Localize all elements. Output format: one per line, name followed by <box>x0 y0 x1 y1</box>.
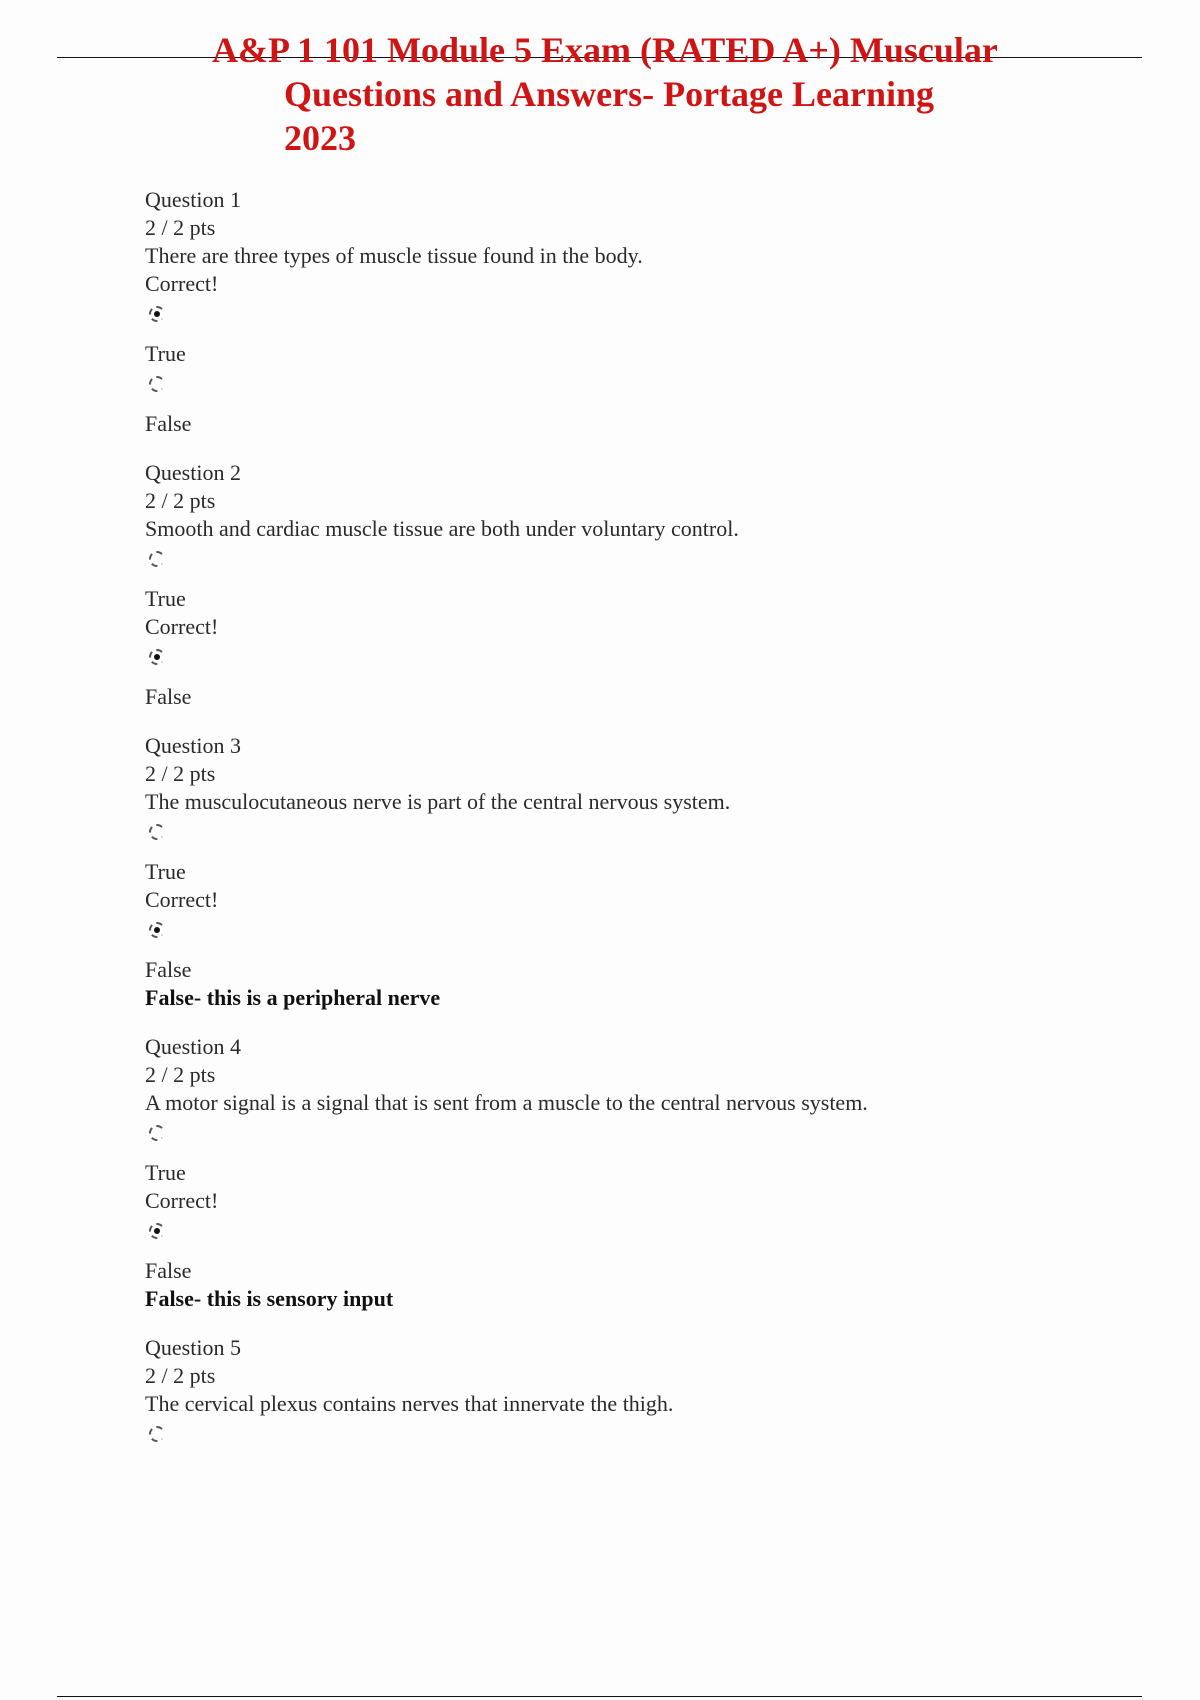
title-line-3: 2023 <box>284 118 356 158</box>
option-true-label: True <box>145 341 186 366</box>
option-false-label: False <box>145 1258 192 1283</box>
question-3 <box>145 732 1105 1012</box>
radio-row-true <box>145 1418 1105 1460</box>
bottom-rule <box>57 1696 1142 1697</box>
radio-icon[interactable] <box>149 376 165 392</box>
question-2 <box>145 459 1105 711</box>
question-label: Question 3 <box>145 733 241 758</box>
question-4 <box>145 1033 1105 1313</box>
question-text: Smooth and cardiac muscle tissue are both under voluntary control. <box>145 516 739 541</box>
question-points: 2 / 2 pts <box>145 761 216 786</box>
question-points: 2 / 2 pts <box>145 215 216 240</box>
radio-row-true <box>145 543 1105 585</box>
correct-marker: Correct! <box>145 271 219 296</box>
question-text: There are three types of muscle tissue found in the body. <box>145 243 643 268</box>
radio-row-true <box>145 298 1105 340</box>
radio-selected-icon[interactable] <box>149 306 165 322</box>
radio-row-false <box>145 641 1105 683</box>
correct-marker: Correct! <box>145 1188 219 1213</box>
question-text: A motor signal is a signal that is sent from a muscle to the central nervous system. <box>145 1090 868 1115</box>
question-label: Question 4 <box>145 1034 241 1059</box>
question-label: Question 2 <box>145 460 241 485</box>
radio-row-true <box>145 816 1105 858</box>
option-false-label: False <box>145 411 192 436</box>
option-true-label: True <box>145 586 186 611</box>
title-line-1: A&P 1 101 Module 5 Exam (RATED A+) Muscular <box>212 30 998 70</box>
option-true-label: True <box>145 1160 186 1185</box>
radio-row-false <box>145 914 1105 956</box>
radio-row-true <box>145 1117 1105 1159</box>
radio-selected-icon[interactable] <box>149 922 165 938</box>
question-points: 2 / 2 pts <box>145 488 216 513</box>
question-text: The cervical plexus contains nerves that innervate the thigh. <box>145 1391 674 1416</box>
question-1 <box>145 186 1105 438</box>
question-label: Question 1 <box>145 187 241 212</box>
correct-marker: Correct! <box>145 614 219 639</box>
option-false-label: False <box>145 957 192 982</box>
radio-row-false <box>145 368 1105 410</box>
answer-explanation: False- this is sensory input <box>145 1286 394 1311</box>
radio-row-false <box>145 1215 1105 1257</box>
radio-icon[interactable] <box>149 824 165 840</box>
radio-selected-icon[interactable] <box>149 1223 165 1239</box>
exam-content <box>145 186 1105 1481</box>
page-title <box>180 28 1060 160</box>
option-true-label: True <box>145 859 186 884</box>
radio-icon[interactable] <box>149 1125 165 1141</box>
question-points: 2 / 2 pts <box>145 1062 216 1087</box>
correct-marker: Correct! <box>145 887 219 912</box>
title-line-2: Questions and Answers- Portage Learning <box>284 74 935 114</box>
radio-icon[interactable] <box>149 551 165 567</box>
option-false-label: False <box>145 684 192 709</box>
answer-explanation: False- this is a peripheral nerve <box>145 985 441 1010</box>
radio-icon[interactable] <box>149 1426 165 1442</box>
question-text: The musculocutaneous nerve is part of the central nervous system. <box>145 789 731 814</box>
radio-selected-icon[interactable] <box>149 649 165 665</box>
question-label: Question 5 <box>145 1335 241 1360</box>
question-5 <box>145 1334 1105 1460</box>
question-points: 2 / 2 pts <box>145 1363 216 1388</box>
